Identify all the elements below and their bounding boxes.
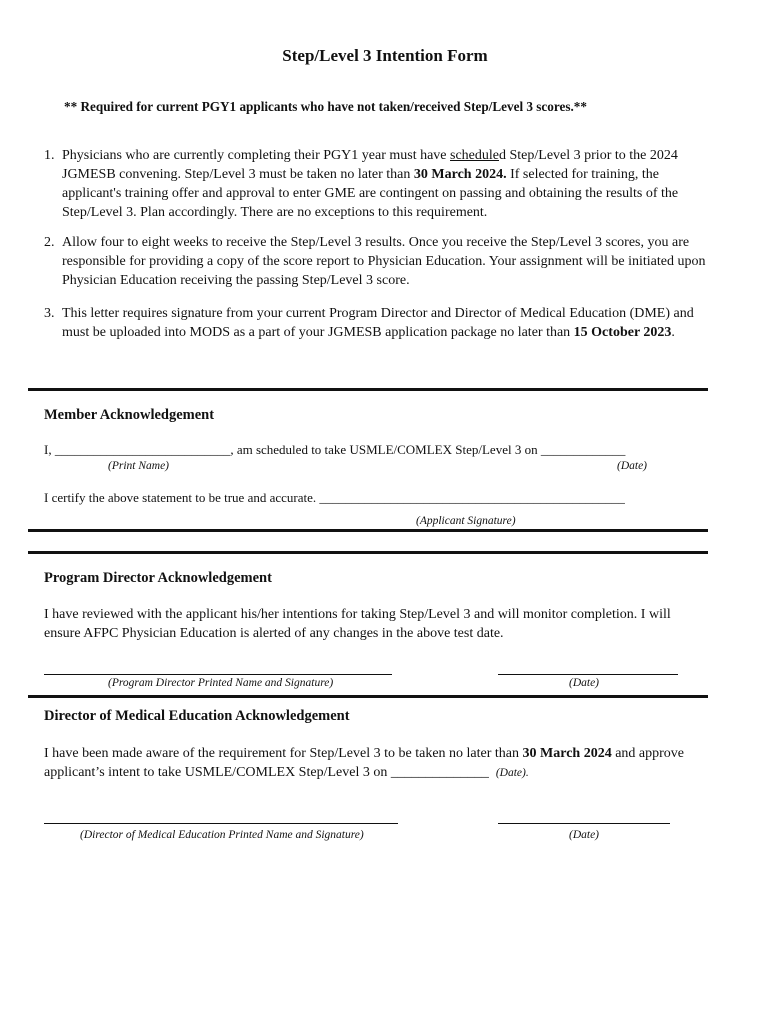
dme-statement — [44, 744, 704, 783]
dme-deadline: 30 March 2024 — [522, 746, 612, 761]
section-divider — [28, 551, 708, 554]
form-title: Step/Level 3 Intention Form — [282, 46, 488, 65]
section-divider — [28, 529, 708, 532]
dme-text[interactable]: and approve applicant’s intent to take USMLE/COMLEX Step/Level 3 on ______________ — [44, 746, 685, 780]
item-number: 1. — [44, 148, 55, 163]
certify-signature-line[interactable]: I certify the above statement to be true and accurate. _______________________________________________ — [44, 490, 625, 505]
dme-heading: Director of Medical Education Acknowledgement — [44, 708, 350, 724]
print-name-date-line[interactable]: I, ___________________________, am scheduled to take USMLE/COMLEX Step/Level 3 on _____________ — [44, 442, 626, 457]
dme-text: I have been made aware of the requirement for Step/Level 3 to be taken no later than — [44, 746, 523, 761]
dme-signature-line[interactable] — [44, 823, 398, 824]
item-deadline: 30 March 2024. — [413, 167, 507, 182]
item-text: Physicians who are currently completing their PGY1 year must have — [62, 148, 451, 163]
item-deadline: 15 October 2023 — [573, 325, 672, 340]
program-director-date-caption: (Date) — [569, 677, 600, 689]
item-text: If selected for training, the applicant's training offer and approval to enter GME are contingent on passing and obtaining the results of the Step/Level 3. Plan accordingly. There are no exceptions to this requirement. — [62, 167, 679, 220]
item-text: Allow four to eight weeks to receive the Step/Level 3 results. Once you receive the Step/Level 3 scores, you are responsible for providing a copy of the score report to Physician Education. Your assignment will be initiated upon Physician Education receiving the passing Step/Level 3 score. — [62, 235, 706, 288]
item-text: This letter requires signature from your current Program Director and Director of Medical Education (DME) and must be uploaded into MODS as a part of your JGMESB application package no later than — [62, 306, 694, 340]
program-director-date-line[interactable] — [498, 674, 678, 675]
member-heading: Member Acknowledgement — [44, 407, 215, 423]
dme-signature-caption: (Director of Medical Education Printed Name and Signature) — [80, 829, 364, 841]
instruction-item-2 — [44, 233, 708, 290]
dme-date-caption: (Date) — [569, 829, 600, 841]
date-caption: (Date) — [617, 460, 648, 472]
program-director-signature-line[interactable] — [44, 674, 392, 675]
required-note: ** Required for current PGY1 applicants who have not taken/received Step/Level 3 scores.** — [64, 99, 587, 114]
program-director-statement: I have reviewed with the applicant his/her intentions for taking Step/Level 3 and will monitor completion. I will ensure AFPC Physician Education is alerted of any changes in the above test date. — [44, 607, 671, 641]
item-number: 3. — [44, 306, 55, 321]
dme-date-line[interactable] — [498, 823, 670, 824]
print-name-caption: (Print Name) — [108, 460, 170, 472]
section-divider — [28, 695, 708, 698]
item-underlined-text: schedule — [450, 148, 499, 163]
instruction-item-1 — [44, 146, 708, 222]
program-director-heading: Program Director Acknowledgement — [44, 570, 272, 586]
section-divider — [28, 388, 708, 391]
program-director-signature-caption: (Program Director Printed Name and Signature) — [108, 677, 334, 689]
instruction-item-3 — [44, 304, 708, 342]
item-text: . — [671, 325, 675, 340]
applicant-signature-caption: (Applicant Signature) — [416, 515, 516, 527]
dme-inline-date-caption: (Date). — [495, 767, 529, 779]
item-number: 2. — [44, 235, 55, 250]
item-text: d Step/Level 3 prior to the 2024 JGMESB convening. Step/Level 3 must be taken no later than — [62, 148, 678, 182]
